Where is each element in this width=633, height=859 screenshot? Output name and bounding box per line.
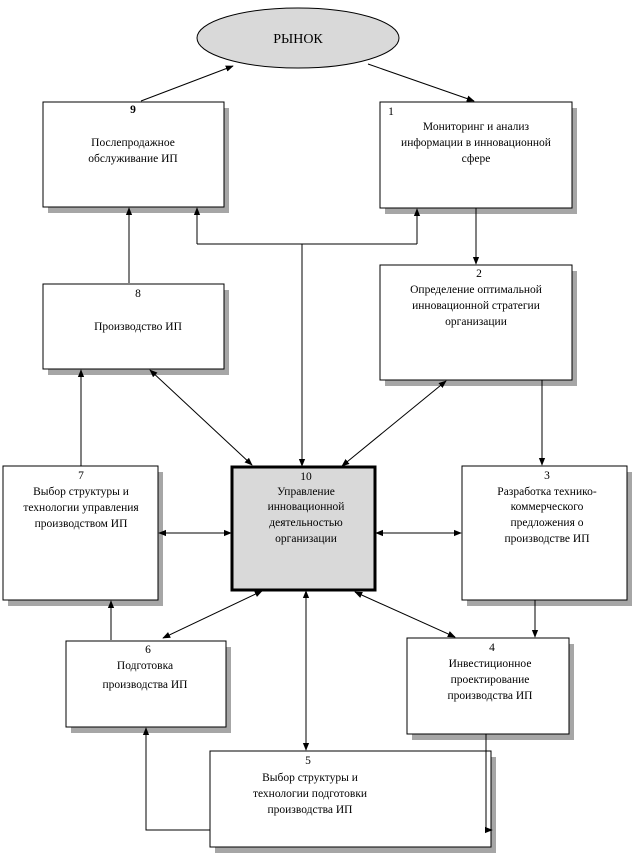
block-10-number: 10 xyxy=(300,471,312,483)
block-10-line-3: деятельностью xyxy=(269,517,343,529)
block-1-line-1: Мониторинг и анализ xyxy=(422,121,530,133)
block-7-number: 7 xyxy=(78,470,84,482)
arrow-market-to-block-1 xyxy=(368,64,474,101)
block-4-line-1: Инвестиционное xyxy=(448,658,532,670)
block-3-line-3: предложения о xyxy=(510,517,584,529)
block-10-center xyxy=(232,467,375,590)
block-5-line-2: технологии подготовки xyxy=(252,788,368,800)
block-2-line-3: организации xyxy=(445,316,507,328)
block-10-line-1: Управление xyxy=(277,486,335,498)
block-3-line-4: производстве ИП xyxy=(504,533,590,545)
block-6-line-2: производства ИП xyxy=(102,679,188,691)
block-9-number: 9 xyxy=(130,104,136,116)
block-9-line-1: Послепродажное xyxy=(91,137,175,149)
block-3-number: 3 xyxy=(544,470,550,482)
arrow-center-block-2 xyxy=(342,381,446,466)
block-7-line-1: Выбор структуры и xyxy=(33,486,129,498)
block-2-line-2: инновационной стратегии xyxy=(412,300,540,312)
block-1-line-3: сфере xyxy=(461,153,491,165)
arrow-block-5-to-block-6 xyxy=(146,728,210,830)
block-5-number: 5 xyxy=(305,755,311,767)
block-5-line-1: Выбор структуры и xyxy=(262,772,358,784)
market-node xyxy=(197,8,399,68)
block-1-line-2: информации в инновационной xyxy=(401,137,551,149)
arrow-center-block-6 xyxy=(163,591,262,638)
block-3-line-1: Разработка технико- xyxy=(497,486,597,498)
block-7-line-2: технологии управления xyxy=(23,502,139,514)
block-4-number: 4 xyxy=(489,642,495,654)
block-8 xyxy=(43,284,224,369)
block-9-line-2: обслуживание ИП xyxy=(88,153,178,165)
block-3-line-2: коммерческого xyxy=(510,501,584,513)
block-4-line-3: производства ИП xyxy=(447,690,533,702)
block-10-line-4: организации xyxy=(275,533,337,545)
block-2-number: 2 xyxy=(476,268,482,280)
block-7 xyxy=(3,466,158,600)
block-2 xyxy=(380,265,572,380)
market-label: РЫНОК xyxy=(273,32,323,47)
block-2-line-1: Определение оптимальной xyxy=(410,284,542,296)
block-1-number: 1 xyxy=(388,106,394,118)
arrow-center-block-4 xyxy=(355,592,455,637)
block-1 xyxy=(380,102,572,208)
block-8-line-1: Производство ИП xyxy=(94,321,182,333)
block-6-line-1: Подготовка xyxy=(116,660,174,672)
block-9 xyxy=(43,102,224,207)
block-8-number: 8 xyxy=(135,288,141,300)
block-3 xyxy=(462,466,627,600)
block-10-line-2: инновационной xyxy=(267,501,345,513)
block-4 xyxy=(407,638,569,734)
block-5 xyxy=(210,751,491,847)
block-4-line-2: проектирование xyxy=(450,674,530,686)
block-6-number: 6 xyxy=(145,644,151,656)
block-6 xyxy=(66,641,226,727)
arrow-center-block-8 xyxy=(150,370,252,465)
arrow-block-9-to-market xyxy=(141,66,233,101)
block-5-line-3: производства ИП xyxy=(267,804,353,816)
block-7-line-3: производством ИП xyxy=(34,518,128,530)
